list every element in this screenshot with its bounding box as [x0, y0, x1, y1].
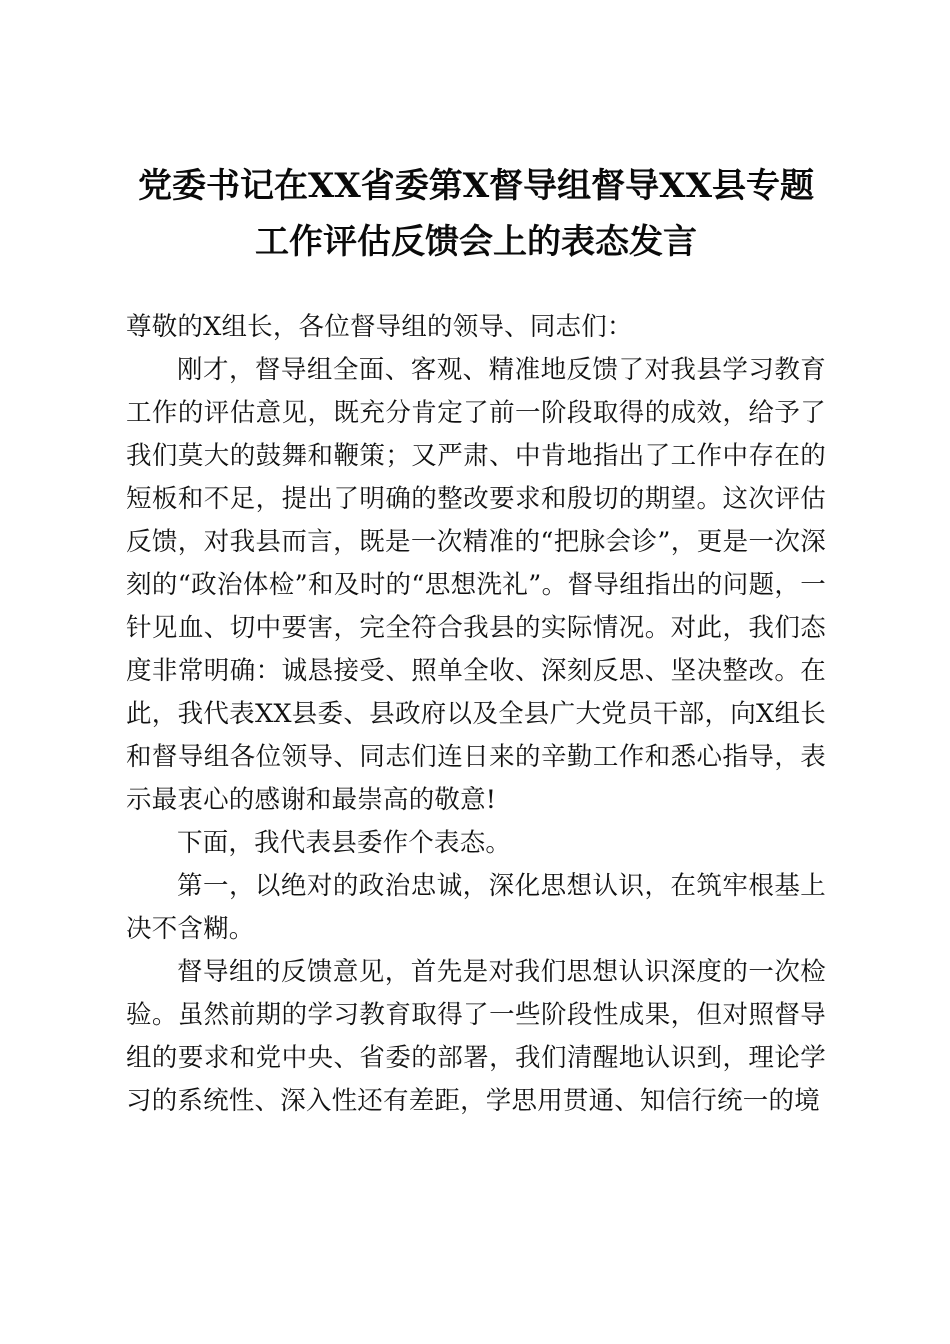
paragraph-transition: 下面，我代表县委作个表态。 — [177, 828, 512, 858]
paragraph-point-one-heading: 第一，以绝对的政治忠诚，深化思想认识，在筑牢根基上决不含糊。 — [126, 871, 826, 944]
paragraph-salutation: 尊敬的X组长，各位督导组的领导、同志们： — [126, 312, 633, 342]
document-content — [126, 0, 826, 1123]
paragraph-opening-remarks: 刚才，督导组全面、客观、精准地反馈了对我县学习教育工作的评估意见，既充分肯定了前一阶段取得的成效，给予了我们莫大的鼓舞和鞭策；又严肃、中肯地指出了工作中存在的短板和不足，提出了明确的整改要求和殷切的期望。这次评估反馈，对我县而言，既是一次精准的“把脉会诊”，更是一次深刻的“政治体检”和及时的“思想洗礼”。督导组指出的问题，一针见血、切中要害，完全符合我县的实际情况。对此，我们态度非常明确：诚恳接受、照单全收、深刻反思、坚决整改。在此，我代表XX县委、县政府以及全县广大党员干部，向X组长和督导组各位领导、同志们连日来的辛勤工作和悉心指导，表示最衷心的感谢和最崇高的敬意! — [126, 355, 826, 815]
page-title: 党委书记在XX省委第X督导组督导XX县专题工作评估反馈会上的表态发言 — [138, 166, 814, 262]
paragraph-point-one-body: 督导组的反馈意见，首先是对我们思想认识深度的一次检验。虽然前期的学习教育取得了一些阶段性成果，但对照督导组的要求和党中央、省委的部署，我们清醒地认识到，理论学习的系统性、深入性还有差距，学思用贯通、知信行统一的境 — [126, 957, 826, 1116]
document-body — [126, 306, 826, 1123]
